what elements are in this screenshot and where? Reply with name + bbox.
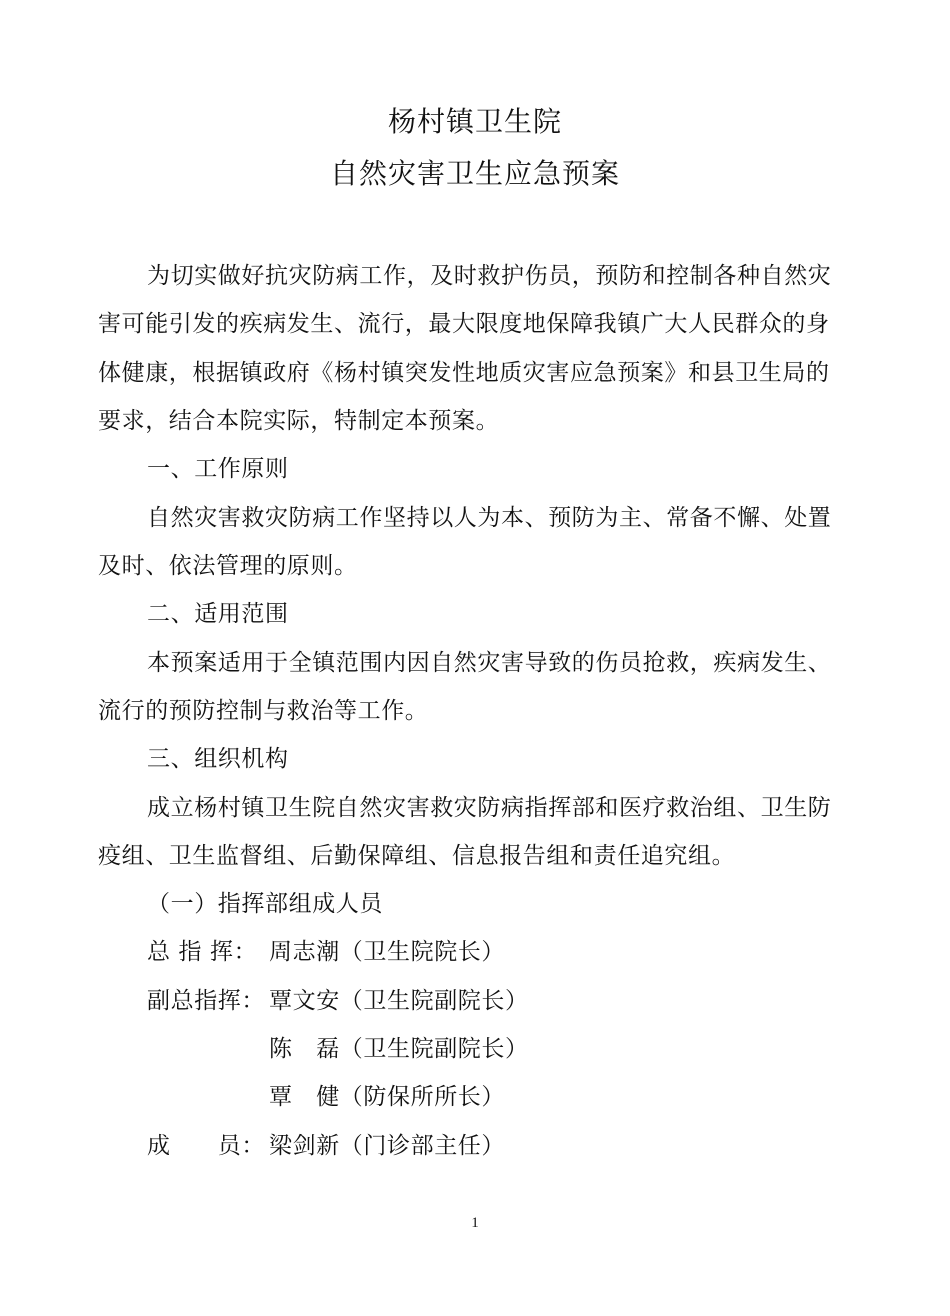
intro-line-1: 为切实做好抗灾防病工作，及时救护伤员，预防和控制各种自然灾: [147, 263, 832, 289]
chief-label: 总 指 挥：: [147, 939, 258, 965]
deputy-label: 副总指挥：: [147, 988, 265, 1014]
section-3-heading: 三、组织机构: [147, 746, 289, 772]
member-label: 成 员：: [147, 1133, 265, 1159]
intro-line-2: 害可能引发的疾病发生、流行，最大限度地保障我镇广大人民群众的身: [98, 311, 830, 337]
deputy-name: 陈 磊（卫生院副院长）: [269, 1036, 529, 1062]
chief-name: 周志潮（卫生院院长）: [269, 939, 505, 965]
title-line-2: 自然灾害卫生应急预案: [329, 157, 620, 190]
title-line-1: 杨村镇卫生院: [387, 105, 562, 138]
section-3-body-line-1: 成立杨村镇卫生院自然灾害救灾防病指挥部和医疗救治组、卫生防: [147, 795, 832, 821]
section-3-body-line-2: 疫组、卫生监督组、后勤保障组、信息报告组和责任追究组。: [98, 843, 736, 869]
subsection-heading: （一）指挥部组成人员: [147, 891, 383, 917]
deputy-name: 覃 健（防保所所长）: [269, 1084, 505, 1110]
section-2-body-line-2: 流行的预防控制与救治等工作。: [98, 698, 429, 724]
section-1-heading: 一、工作原则: [147, 456, 289, 482]
deputy-name: 覃文安（卫生院副院长）: [269, 988, 529, 1014]
member-name: 梁剑新（门诊部主任）: [269, 1133, 505, 1159]
page-number: 1: [471, 1215, 479, 1231]
section-1-body-line-2: 及时、依法管理的原则。: [98, 553, 358, 579]
section-2-body-line-1: 本预案适用于全镇范围内因自然灾害导致的伤员抢救，疾病发生、: [147, 650, 832, 676]
intro-line-4: 要求，结合本院实际，特制定本预案。: [98, 408, 500, 434]
section-1-body-line-1: 自然灾害救灾防病工作坚持以人为本、预防为主、常备不懈、处置: [147, 505, 832, 531]
intro-line-3: 体健康，根据镇政府《杨村镇突发性地质灾害应急预案》和县卫生局的: [98, 360, 830, 386]
section-2-heading: 二、适用范围: [147, 601, 289, 627]
